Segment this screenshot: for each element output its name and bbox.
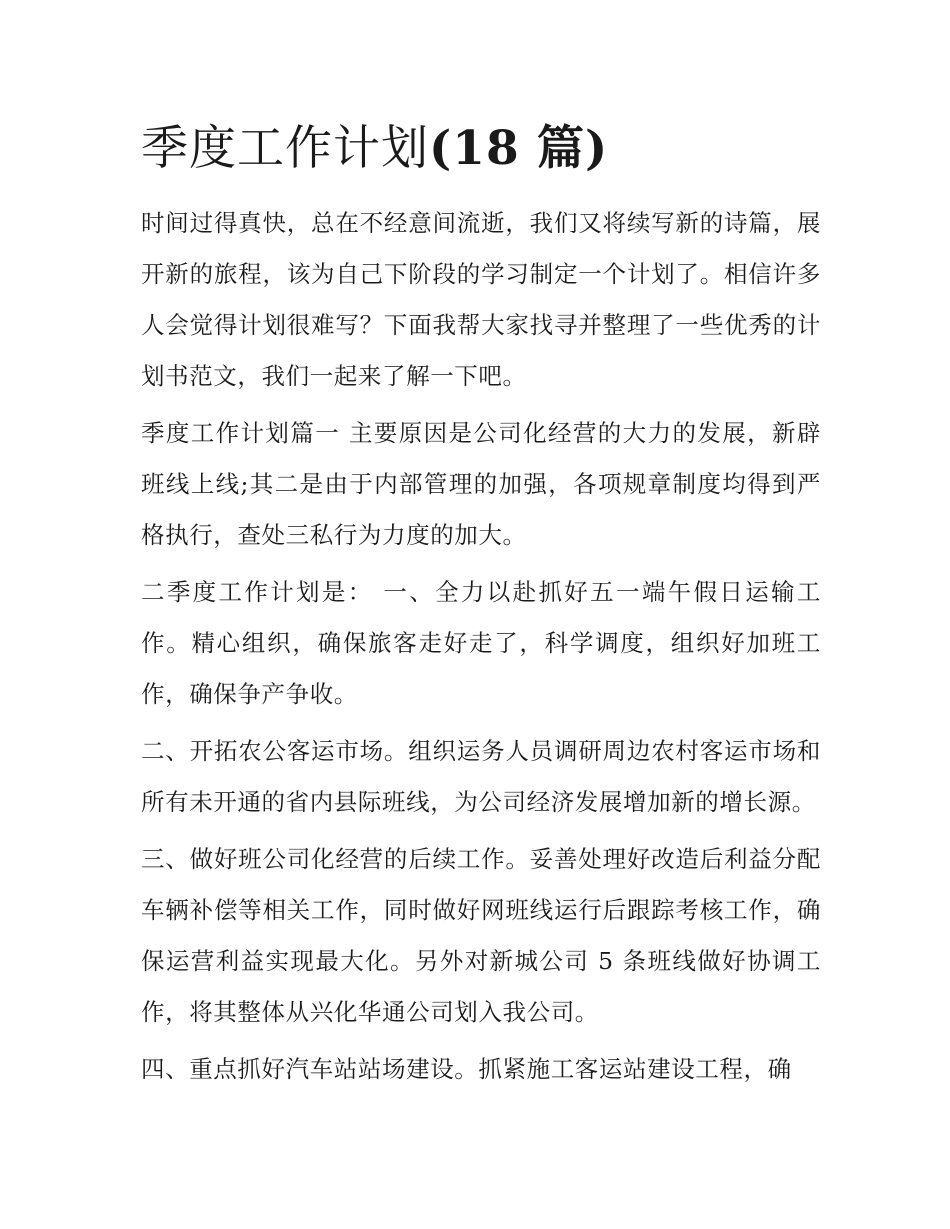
- paragraph-plan-item-1: 二季度工作计划是： 一、全力以赴抓好五一端午假日运输工作。精心组织，确保旅客走好走了，科学调度，组织好加班工作，确保争产争收。: [141, 578, 821, 708]
- title-count: (18 篇): [429, 121, 609, 176]
- document-content: [141, 118, 821, 1101]
- paragraph-plan-item-4: 四、重点抓好汽车站站场建设。抓紧施工客运站建设工程，确: [141, 1055, 792, 1083]
- paragraph-plan-one: 季度工作计划篇一 主要原因是公司化经营的大力的发展，新辟班线上线;其二是由于内部管理的加强，各项规章制度均得到严格执行，查处三私行为力度的加大。: [141, 419, 821, 549]
- paragraph-plan-item-3: 三、做好班公司化经营的后续工作。妥善处理好改造后利益分配车辆补偿等相关工作，同时做好网班线运行后跟踪考核工作，确保运营利益实现最大化。另外对新城公司 5 条班线做好协调工作，将其整体从兴化华通公司划入我公司。: [141, 845, 821, 1026]
- paragraph-intro: 时间过得真快，总在不经意间流逝，我们又将续写新的诗篇，展开新的旅程，该为自己下阶段的学习制定一个计划了。相信许多人会觉得计划很难写？下面我帮大家找寻并整理了一些优秀的计划书范文，我们一起来了解一下吧。: [141, 209, 821, 390]
- document-title: [141, 118, 821, 180]
- paragraph-plan-item-2: 二、开拓农公客运市场。组织运务人员调研周边农村客运市场和所有未开通的省内县际班线，为公司经济发展增加新的增长源。: [141, 737, 821, 816]
- title-main: 季度工作计划: [141, 121, 429, 176]
